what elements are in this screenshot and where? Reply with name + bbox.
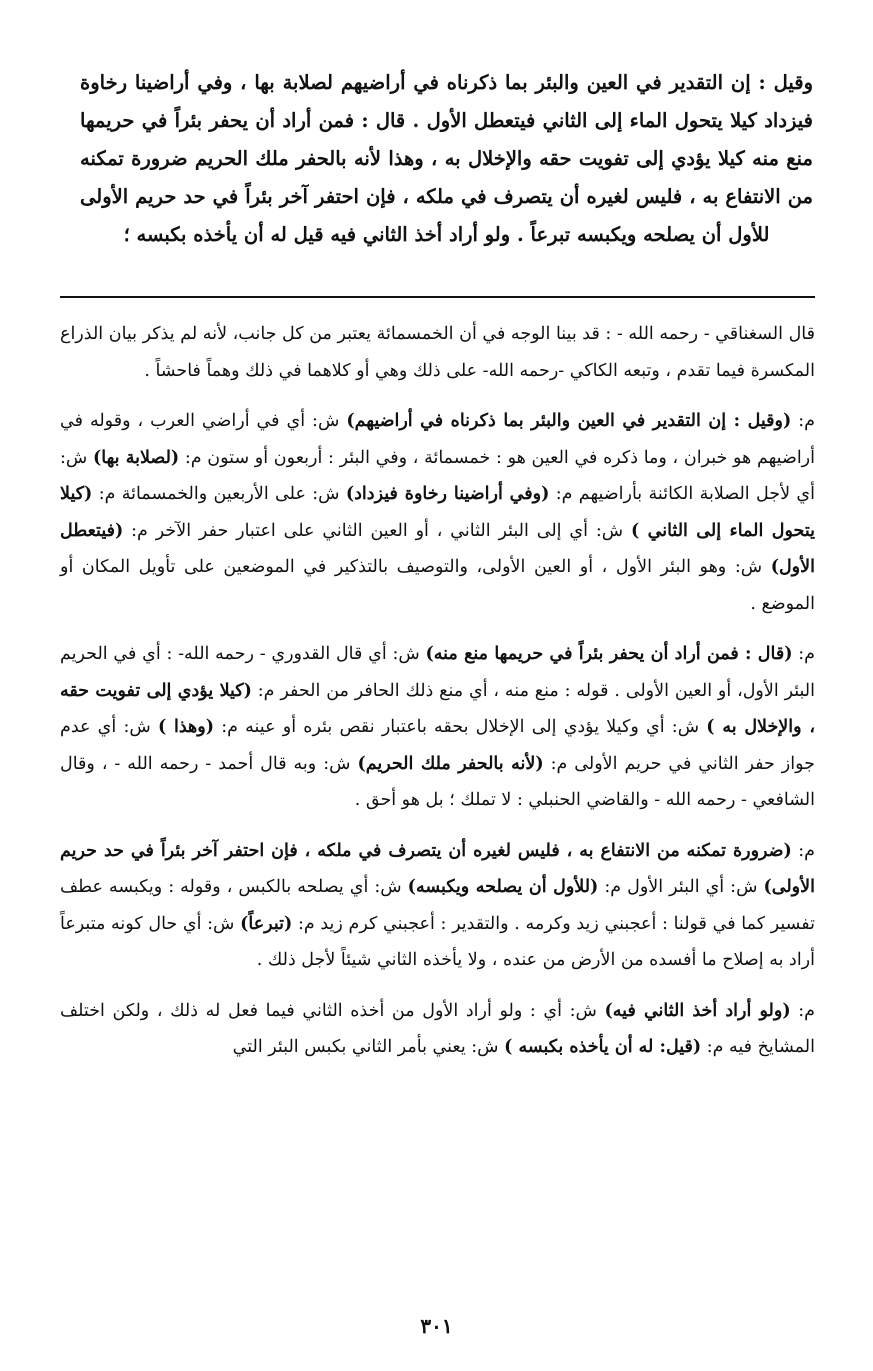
commentary-segment: ش: على الأربعين والخمسمائة م:	[92, 484, 340, 504]
quoted-matn: (كيلا يتحول الماء إلى الثاني )	[60, 484, 815, 541]
commentary-block	[60, 316, 815, 1080]
quoted-matn: (كيلا يؤدي إلى تفويت حقه ، والإخلال به )	[60, 680, 815, 737]
quoted-matn: (وهذا )	[157, 717, 214, 737]
commentary-segment: ش: أي : ولو أراد الأول من أخذه الثاني فيما فعل له ذلك ، ولكن اختلف المشايخ فيه م:	[60, 1000, 815, 1057]
commentary-segment: ش: أي لأجل الصلابة الكائنة بأراضيهم م:	[60, 447, 815, 504]
commentary-segment: ش: يعني بأمر الثاني بكبس البئر التي	[232, 1037, 499, 1057]
commentary-segment: ش: أي عدم جواز حفر الثاني في حريم الأولى م:	[60, 717, 815, 774]
page-number: ٣٠١	[420, 1314, 453, 1338]
commentary-segment: م:	[791, 840, 815, 861]
commentary-paragraph	[60, 636, 815, 819]
commentary-segment: ش: أي البئر الأول م:	[598, 877, 758, 897]
commentary-segment: ش: أي وكيلا يؤدي إلى الإخلال بحقه باعتبار نقص بئره أو عينه م:	[213, 717, 700, 737]
commentary-segment: م:	[792, 644, 815, 664]
commentary-segment: قال السغناقي - رحمه الله - : قد بينا الوجه في أن الخمسمائة يعتبر من كل جانب، لأنه لم يذكر بيان الذراع المكسرة فيما تقدم ، وتبعه الكاكي -رحمه الله- على ذلك وهي أو كلاهما في ذلك وهماً فاحشاً .	[60, 324, 815, 381]
commentary-segment: ش: أي في أراضي العرب ، وقوله في أراضيهم هو خبران ، وما ذكره في العين هو : خمسمائة ، وفي البئر : أربعون أو ستون م:	[60, 411, 815, 468]
quoted-matn: (قال : فمن أراد أن يحفر بئراً في حريمها منع منه)	[425, 644, 793, 664]
separator-line	[60, 296, 815, 298]
quoted-matn: (لأنه بالحفر ملك الحريم)	[357, 753, 544, 774]
main-text-block: وقيل : إن التقدير في العين والبئر بما ذكرناه في أراضيهم لصلابة بها ، وفي أراضينا رخاوة فيزداد كيلا يتحول الماء إلى الثاني فيتعطل الأول . قال : فمن أراد أن يحفر بئراً في حريمها منع منه كيلا يؤدي إلى تفويت حقه والإخلال به ، وهذا لأنه بالحفر ملك الحريم ضرورة تمكنه من الانتفاع به ، فليس لغيره أن يتصرف في ملكه ، فإن احتفر آخر بئراً في حد حريم الأولى للأول أن يصلحه ويكبسه تبرعاً . ولو أراد أخذ الثاني فيه قيل له أن يأخذه بكبسه ؛	[80, 71, 813, 246]
commentary-segment: ش: أي يصلحه بالكبس ، وقوله : ويكبسه عطف تفسير كما في قولنا : أعجبني زيد وكرمه . والتقدير : أعجبني كرم زيد م:	[60, 877, 815, 934]
commentary-segment: ش: أي حال كونه متبرعاً أراد به إصلاح ما أفسده من الأرض من عنده ، ولا يأخذه الثاني شيئاً لأجل ذلك .	[60, 913, 815, 970]
commentary-segment: ش: أي قال القدوري - رحمه الله- : أي في الحريم البئر الأول، أو العين الأولى . قوله : منع منه ، أي منع ذلك الحافر من الحفر م:	[60, 644, 815, 701]
commentary-segment: ش: وهو البئر الأول ، أو العين الأولى، والتوصيف بالتذكير في الموضعين على تأويل المكان أو الموضع .	[60, 557, 815, 614]
quoted-matn: (للأول أن يصلحه ويكبسه)	[407, 877, 599, 897]
quoted-matn: (فيتعطل الأول)	[60, 520, 815, 577]
quoted-matn: (ولو أراد أخذ الثاني فيه)	[604, 1000, 791, 1021]
quoted-matn: (وقيل : إن التقدير في العين والبئر بما ذكرناه في أراضيهم)	[346, 411, 792, 431]
quoted-matn: (قيل: له أن يأخذه بكبسه )	[504, 1037, 702, 1057]
quoted-matn: (تبرعاً)	[240, 913, 293, 934]
commentary-segment: ش: وبه قال أحمد - رحمه الله - ، وقال الشافعي - رحمه الله - والقاضي الحنبلي : لا تملك ؛ بل هو أحق .	[60, 753, 815, 810]
commentary-paragraph	[60, 403, 815, 622]
quoted-matn: (لصلابة بها)	[92, 447, 180, 468]
commentary-segment: م:	[790, 1000, 815, 1021]
commentary-segment: م:	[791, 411, 815, 431]
quoted-matn: (وفي أراضينا رخاوة فيزداد)	[345, 484, 550, 504]
commentary-paragraph	[60, 993, 815, 1066]
commentary-paragraph	[60, 316, 815, 389]
quoted-matn: (ضرورة تمكنه من الانتفاع به ، فليس لغيره أن يتصرف في ملكه ، فإن احتفر آخر بئراً في حد حريم الأولى)	[60, 840, 815, 897]
commentary-segment: ش: أي إلى البئر الثاني ، أو العين الثاني على اعتبار حفر الآخر م:	[123, 520, 624, 541]
commentary-paragraph	[60, 833, 815, 979]
